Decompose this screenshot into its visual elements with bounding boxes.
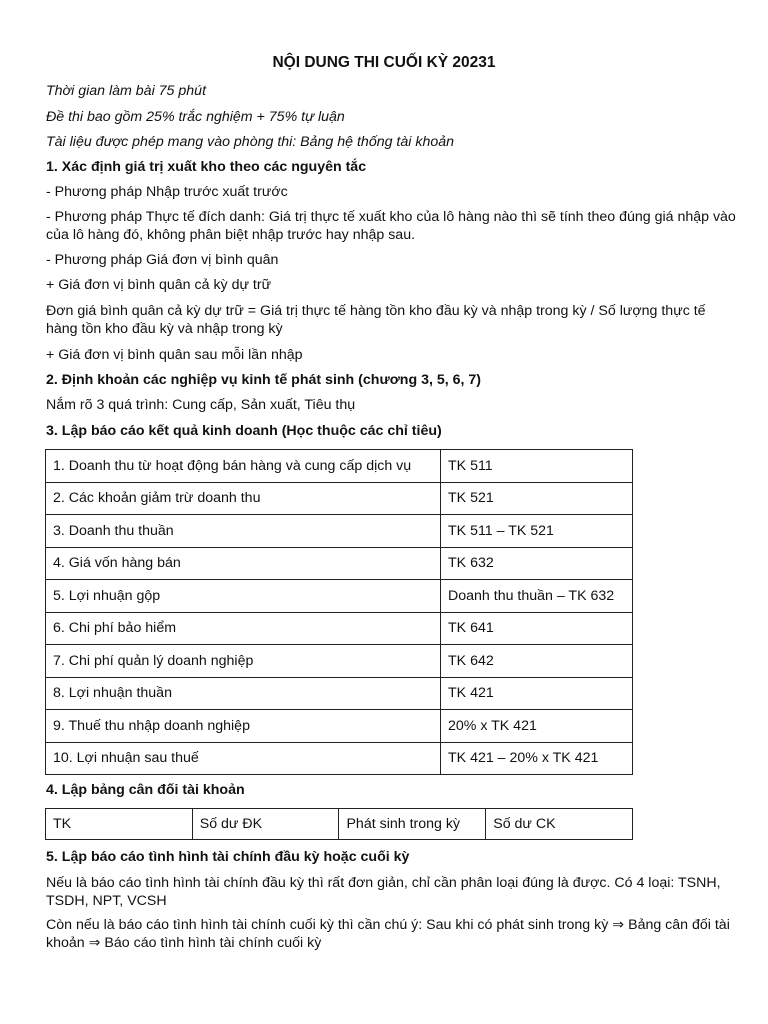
section5-line: Nếu là báo cáo tình hình tài chính đầu kỳ thì rất đơn giản, chỉ cần phân loại đúng là được. Có 4 loại: TSNH, TSDH, NPT, VCSH <box>46 875 721 909</box>
table-header-row <box>46 809 633 840</box>
table-row <box>46 677 633 710</box>
section1-line: + Giá đơn vị bình quân sau mỗi lần nhập <box>46 347 303 363</box>
indicator-cell: 9. Thuế thu nhập doanh nghiệp <box>46 710 441 743</box>
section1-line: - Phương pháp Nhập trước xuất trước <box>46 184 288 200</box>
table-row <box>46 515 633 548</box>
account-cell: TK 642 <box>441 645 633 678</box>
table-row <box>46 547 633 580</box>
section1-line: - Phương pháp Thực tế đích danh: Giá trị thực tế xuất kho của lô hàng nào thì sẽ tính theo đúng giá nhập vào của lô hàng đó, không phân biệt nhập trước hay nhập sau. <box>46 209 736 243</box>
income-statement-table <box>45 449 633 775</box>
indicator-cell: 4. Giá vốn hàng bán <box>46 547 441 580</box>
table-row <box>46 482 633 515</box>
intro-duration: Thời gian làm bài 75 phút <box>46 83 207 99</box>
indicator-cell: 6. Chi phí bảo hiểm <box>46 612 441 645</box>
indicator-cell: 3. Doanh thu thuần <box>46 515 441 548</box>
intro-format: Đề thi bao gồm 25% trắc nghiệm + 75% tự luận <box>46 109 345 125</box>
account-cell: Doanh thu thuần – TK 632 <box>441 580 633 613</box>
indicator-cell: 2. Các khoản giảm trừ doanh thu <box>46 482 441 515</box>
indicator-cell: 1. Doanh thu từ hoạt động bán hàng và cung cấp dịch vụ <box>46 450 441 483</box>
section2-line: Nắm rõ 3 quá trình: Cung cấp, Sản xuất, Tiêu thụ <box>46 397 356 413</box>
indicator-cell: 5. Lợi nhuận gộp <box>46 580 441 613</box>
account-cell: TK 641 <box>441 612 633 645</box>
account-cell: TK 511 <box>441 450 633 483</box>
table-header-cell: TK <box>46 809 193 840</box>
section5-line: Còn nếu là báo cáo tình hình tài chính cuối kỳ thì cần chú ý: Sau khi có phát sinh trong kỳ ⇒ Bảng cân đối tài khoản ⇒ Báo cáo tình hình tài chính cuối kỳ <box>46 917 730 951</box>
section4-heading: 4. Lập bảng cân đối tài khoản <box>46 782 245 798</box>
table-header-cell: Số dư CK <box>486 809 633 840</box>
account-cell: TK 521 <box>441 482 633 515</box>
indicator-cell: 10. Lợi nhuận sau thuế <box>46 742 441 775</box>
section2-heading: 2. Định khoản các nghiệp vụ kinh tế phát sinh (chương 3, 5, 6, 7) <box>46 372 482 388</box>
table-row <box>46 612 633 645</box>
indicator-cell: 7. Chi phí quản lý doanh nghiệp <box>46 645 441 678</box>
trial-balance-table <box>45 808 633 840</box>
table-row <box>46 450 633 483</box>
account-cell: TK 511 – TK 521 <box>441 515 633 548</box>
section1-heading: 1. Xác định giá trị xuất kho theo các nguyên tắc <box>46 159 367 175</box>
account-cell: TK 632 <box>441 547 633 580</box>
account-cell: TK 421 – 20% x TK 421 <box>441 742 633 775</box>
indicator-cell: 8. Lợi nhuận thuần <box>46 677 441 710</box>
section5-heading: 5. Lập báo cáo tình hình tài chính đầu kỳ hoặc cuối kỳ <box>46 849 410 865</box>
table-header-cell: Số dư ĐK <box>192 809 339 840</box>
section3-heading: 3. Lập báo cáo kết quả kinh doanh (Học thuộc các chỉ tiêu) <box>46 423 442 439</box>
account-cell: TK 421 <box>441 677 633 710</box>
account-cell: 20% x TK 421 <box>441 710 633 743</box>
table-row <box>46 645 633 678</box>
section1-line: - Phương pháp Giá đơn vị bình quân <box>46 252 279 268</box>
page-title: NỘI DUNG THI CUỐI KỲ 20231 <box>272 54 496 71</box>
section1-line: Đơn giá bình quân cả kỳ dự trữ = Giá trị thực tế hàng tồn kho đầu kỳ và nhập trong kỳ / Số lượng thực tế hàng tồn kho đầu kỳ và nhập trong kỳ <box>46 303 706 337</box>
intro-materials: Tài liệu được phép mang vào phòng thi: Bảng hệ thống tài khoản <box>46 134 455 150</box>
section1-line: + Giá đơn vị bình quân cả kỳ dự trữ <box>46 277 272 293</box>
table-row <box>46 710 633 743</box>
table-row <box>46 580 633 613</box>
table-header-cell: Phát sinh trong kỳ <box>339 809 486 840</box>
table-row <box>46 742 633 775</box>
